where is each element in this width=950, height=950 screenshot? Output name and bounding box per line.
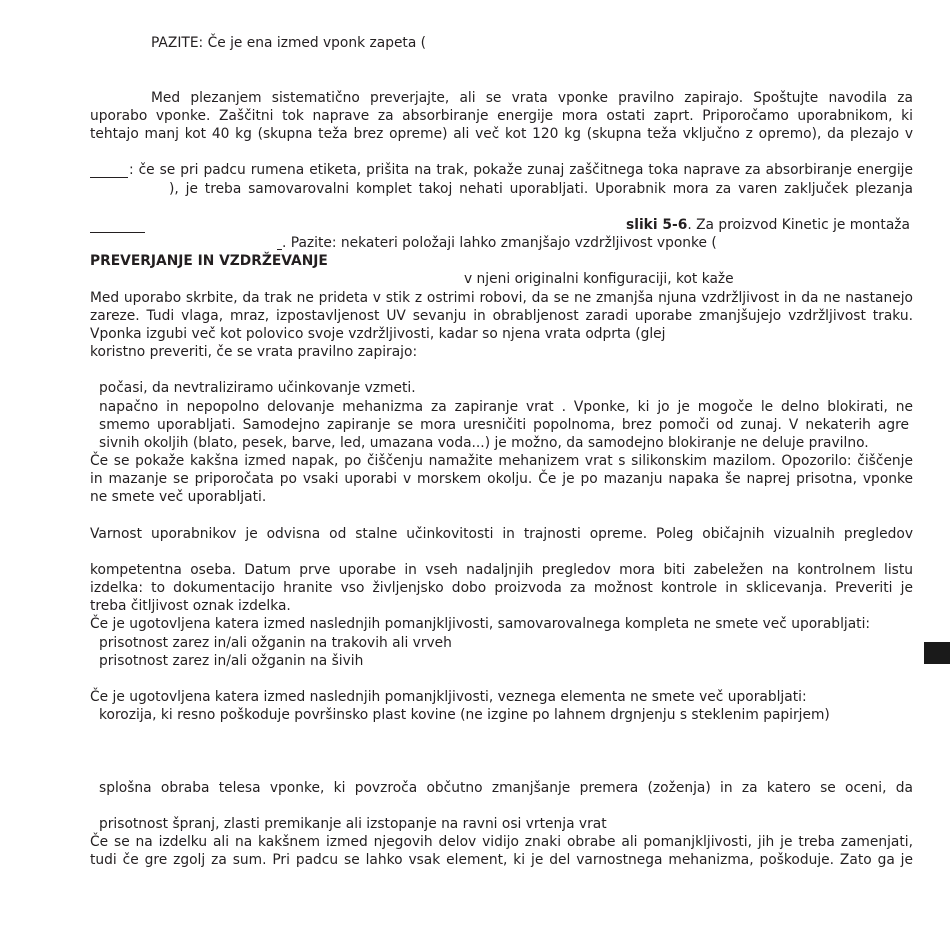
warning-line: PAZITE: Če je ena izmed vponk zapeta ( xyxy=(151,35,427,51)
paragraph-line: : če se pri padcu rumena etiketa, prišita na trak, pokaže zunaj zaščitnega toka naprave za absorbiranje energije xyxy=(129,162,913,178)
figure-reference-line xyxy=(626,216,910,234)
paragraph-line: ne smete več uporabljati. xyxy=(90,489,267,505)
paragraph-line: ), je treba samovarovalni komplet takoj nehati uporabljati. Uporabnik mora za varen zaključek plezanja xyxy=(169,181,913,197)
paragraph-line: uporabo vponke. Zaščitni tok naprave za absorbiranje energije mora ostati zaprt. Priporočamo uporabnikom, ki xyxy=(90,108,913,124)
list-item: napačno in nepopolno delovanje mehanizma za zapiranje vrat . Vponke, ki jo je mogoče le delno blokirati, ne xyxy=(99,399,913,415)
list-item: korozija, ki resno poškoduje površinsko plast kovine (ne izgine po lahnem drgnjenju s steklenim papirjem) xyxy=(99,707,830,723)
section-heading: PREVERJANJE IN VZDRŽEVANJE xyxy=(90,253,328,269)
paragraph-line: in mazanje se priporočata po vsaki uporabi v morskem okolju. Če je po mazanju napaka še naprej prisotna, vponke xyxy=(90,471,913,487)
paragraph-line: Med uporabo skrbite, da trak ne prideta v stik z ostrimi robovi, da se ne zmanjša njuna vzdržljivost in da ne nastanejo xyxy=(90,290,913,306)
list-item: sivnih okoljih (blato, pesek, barve, led, umazana voda...) je možno, da samodejno blokiranje ne deluje pravilno. xyxy=(99,435,869,451)
paragraph-line: v njeni originalni konfiguraciji, kot kaže xyxy=(464,271,734,287)
list-item: splošna obraba telesa vponke, ki povzroča občutno zmanjšanje premera (zoženja) in za katero se oceni, da xyxy=(99,780,913,796)
paragraph-line: koristno preveriti, če se vrata pravilno zapirajo: xyxy=(90,344,418,360)
paragraph-line: Če je ugotovljena katera izmed naslednjih pomanjkljivosti, veznega elementa ne smete več uporabljati: xyxy=(90,689,807,705)
blank-rule xyxy=(90,177,128,178)
paragraph-line: zareze. Tudi vlaga, mraz, izpostavljenost UV sevanju in obrabljenost zaradi uporabe zmanjšujejo vzdržljivost traku. xyxy=(90,308,913,324)
paragraph-line: treba čitljivost oznak izdelka. xyxy=(90,598,291,614)
list-item: prisotnost zarez in/ali ožganin na trakovih ali vrveh xyxy=(99,635,452,651)
paragraph-line: Vponka izgubi več kot polovico svoje vzdržljivosti, kadar so njena vrata odprta (glej xyxy=(90,326,666,342)
list-item: smemo uporabljati. Samodejno zapiranje se mora uresničiti popolnoma, brez pomoči od zunaj. V nekaterih agre xyxy=(99,417,909,433)
paragraph-line: tudi če gre zgolj za sum. Pri padcu se lahko vsak element, ki je del varnostnega mehanizma, poškoduje. Zato ga je xyxy=(90,852,913,868)
list-item: počasi, da nevtraliziramo učinkovanje vzmeti. xyxy=(99,380,416,396)
paragraph-line: Med plezanjem sistematično preverjajte, ali se vrata vponke pravilno zapirajo. Spoštujte navodila za xyxy=(151,90,913,106)
paragraph-line: . Pazite: nekateri položaji lahko zmanjšajo vzdržljivost vponke ( xyxy=(282,235,717,251)
paragraph-line: Če je ugotovljena katera izmed naslednjih pomanjkljivosti, samovarovalnega kompleta ne smete več uporabljati: xyxy=(90,616,871,632)
figure-reference: sliki 5-6 xyxy=(626,217,688,233)
paragraph-line: izdelka: to dokumentacijo hranite vso življenjsko dobo proizvoda za možnost kontrole in sklicevanja. Preveriti je xyxy=(90,580,913,596)
paragraph-line: kompetentna oseba. Datum prve uporabe in vseh nadaljnjih pregledov mora biti zabeležen na kontrolnem listu xyxy=(90,562,913,578)
paragraph-line: tehtajo manj kot 40 kg (skupna teža brez opreme) ali več kot 120 kg (skupna teža vključno z opremo), da plezajo v xyxy=(90,126,913,142)
paragraph-line: Če se na izdelku ali na kakšnem izmed njegovih delov vidijo znaki obrabe ali pomanjkljivosti, jih je treba zamenjati, xyxy=(90,834,913,850)
list-item: prisotnost zarez in/ali ožganin na šivih xyxy=(99,653,364,669)
paragraph-line: Če se pokaže kakšna izmed napak, po čiščenju namažite mehanizem vrat s silikonskim mazilom. Opozorilo: čiščenje xyxy=(90,453,913,469)
blank-rule xyxy=(90,232,145,233)
paragraph-line: Varnost uporabnikov je odvisna od stalne učinkovitosti in trajnosti opreme. Poleg običajnih vizualnih pregledov xyxy=(90,526,913,542)
paragraph-line: . Za proizvod Kinetic je montaža xyxy=(687,217,910,233)
page-edge-tab xyxy=(924,642,950,664)
list-item: prisotnost špranj, zlasti premikanje ali izstopanje na ravni osi vrtenja vrat xyxy=(99,816,607,832)
